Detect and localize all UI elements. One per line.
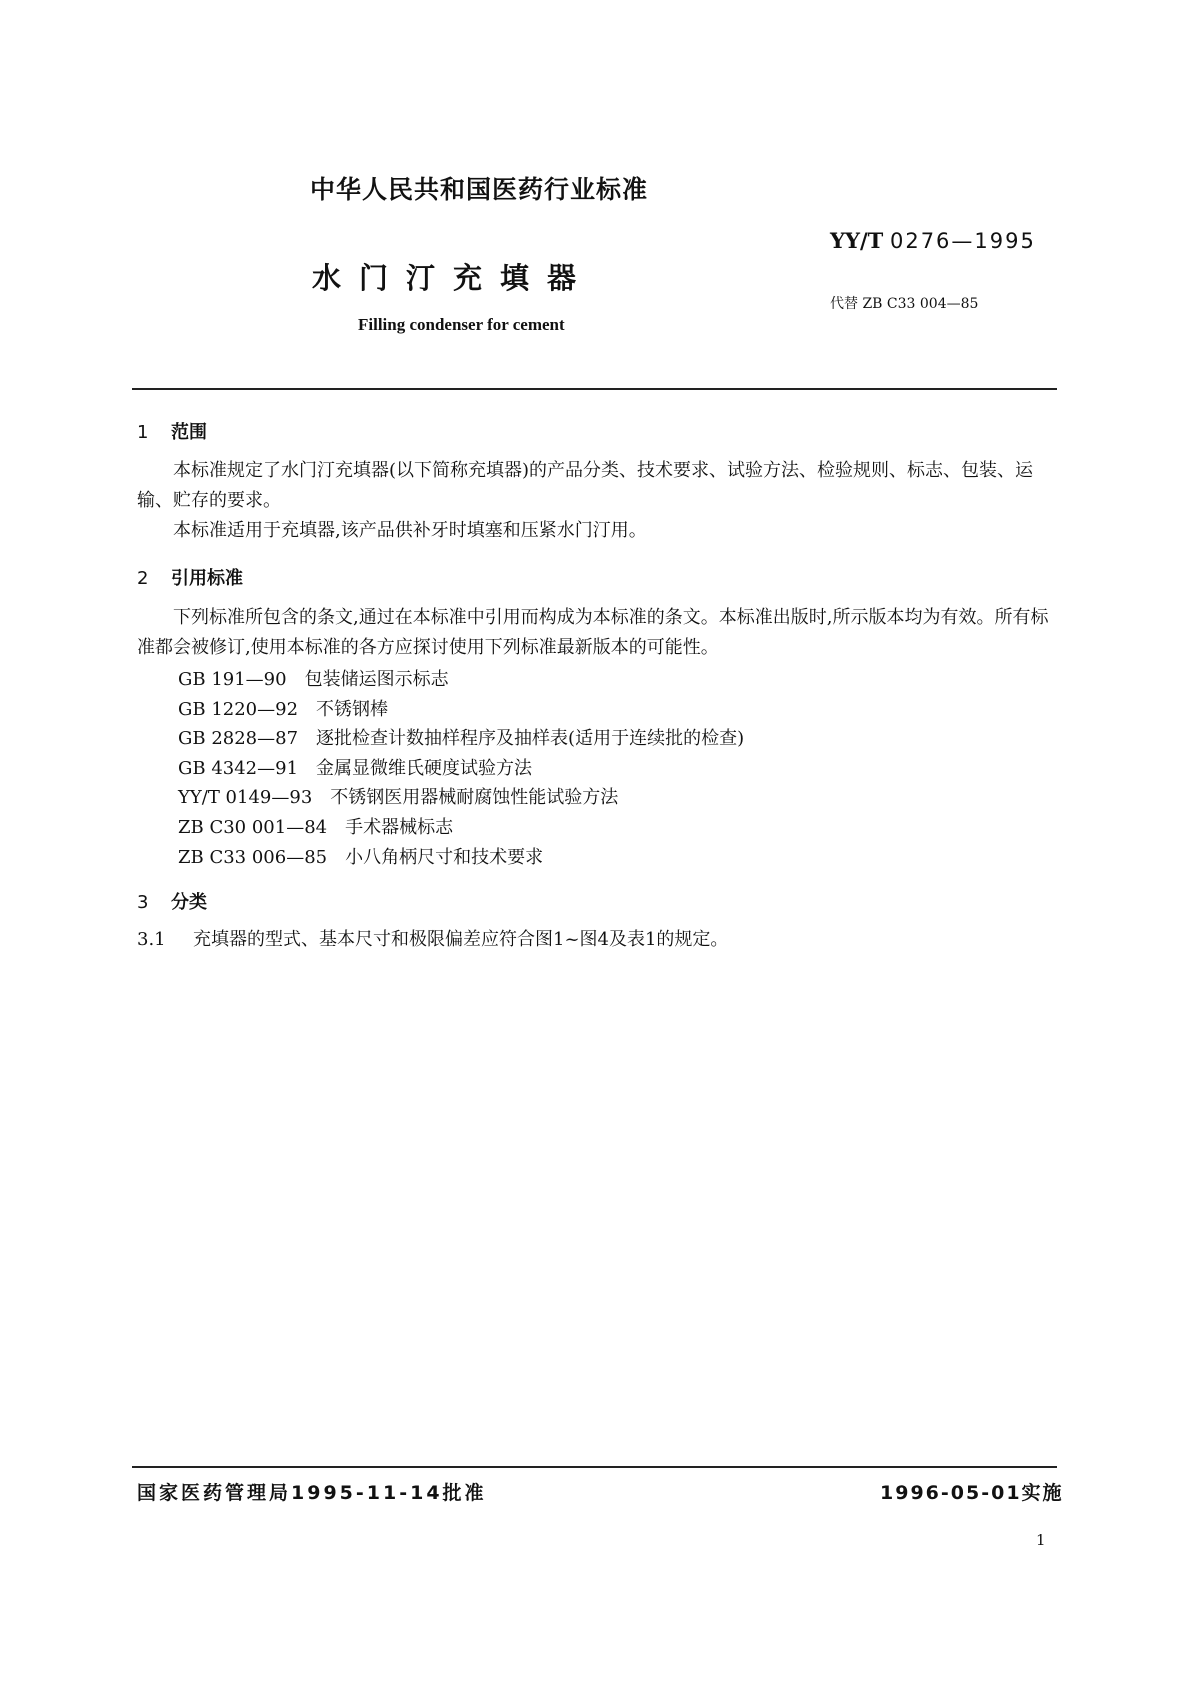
reference-item xyxy=(178,754,532,780)
clause-3-1-number: 3.1 xyxy=(137,929,166,950)
section-1-heading xyxy=(137,418,207,444)
section-1-paragraph-2 xyxy=(137,516,1057,546)
section-2-paragraph-1 xyxy=(137,603,1057,663)
section-1-number: 1 xyxy=(137,422,149,443)
reference-item xyxy=(178,843,543,869)
standard-english-title: Filling condenser for cement xyxy=(358,315,565,334)
standard-code-number: 0276—1995 xyxy=(889,229,1036,253)
reference-code: GB 4342—91 xyxy=(178,758,299,779)
section-1-paragraph-1-text: 本标准规定了水门汀充填器(以下简称充填器)的产品分类、技术要求、试验方法、检验规则、标志、包装、运输、贮存的要求。 xyxy=(137,460,1034,511)
reference-name: 手术器械标志 xyxy=(345,817,454,838)
section-2-number: 2 xyxy=(137,568,149,589)
section-3-title: 分类 xyxy=(171,892,207,913)
reference-item xyxy=(178,783,618,809)
reference-item xyxy=(178,724,744,750)
reference-name: 小八角柄尺寸和技术要求 xyxy=(345,847,544,868)
approval-note: 国家医药管理局1995-11-14批准 xyxy=(137,1482,487,1504)
reference-code: GB 191—90 xyxy=(178,669,287,690)
issuing-org-title: 中华人民共和国医药行业标准 xyxy=(310,175,649,204)
reference-name: 不锈钢棒 xyxy=(316,699,389,720)
clause-3-1 xyxy=(137,925,728,951)
reference-name: 不锈钢医用器械耐腐蚀性能试验方法 xyxy=(330,787,619,808)
effective-date: 1996-05-01实施 xyxy=(880,1482,1064,1504)
reference-code: GB 2828—87 xyxy=(178,728,299,749)
section-3-number: 3 xyxy=(137,892,149,913)
replaces-standard: 代替 ZB C33 004—85 xyxy=(830,296,979,312)
section-1-paragraph-2-text: 本标准适用于充填器,该产品供补牙时填塞和压紧水门汀用。 xyxy=(173,520,647,541)
page-number: 1 xyxy=(1036,1531,1046,1549)
section-2-paragraph-1-text: 下列标准所包含的条文,通过在本标准中引用而构成为本标准的条文。本标准出版时,所示版本均为有效。所有标准都会被修订,使用本标准的各方应探讨使用下列标准最新版本的可能性。 xyxy=(137,607,1049,658)
reference-item xyxy=(178,813,453,839)
reference-code: ZB C30 001—84 xyxy=(178,817,328,838)
standard-code xyxy=(830,228,1036,253)
reference-item xyxy=(178,695,388,721)
header-divider xyxy=(132,388,1057,390)
reference-name: 逐批检查计数抽样程序及抽样表(适用于连续批的检查) xyxy=(316,728,745,749)
section-1-paragraph-1 xyxy=(137,456,1057,516)
section-2-title: 引用标准 xyxy=(171,568,243,589)
section-1-title: 范围 xyxy=(171,422,207,443)
section-3-heading xyxy=(137,888,207,914)
footer-divider xyxy=(132,1466,1057,1468)
clause-3-1-text: 充填器的型式、基本尺寸和极限偏差应符合图1~图4及表1的规定。 xyxy=(193,929,729,950)
standard-code-prefix: YY/T xyxy=(830,228,884,253)
reference-code: ZB C33 006—85 xyxy=(178,847,328,868)
reference-code: YY/T 0149—93 xyxy=(178,787,313,808)
reference-item xyxy=(178,665,449,691)
section-2-heading xyxy=(137,564,243,590)
reference-code: GB 1220—92 xyxy=(178,699,299,720)
reference-name: 包装储运图示标志 xyxy=(304,669,449,690)
standard-title: 水门汀充填器 xyxy=(312,261,595,295)
reference-name: 金属显微维氏硬度试验方法 xyxy=(316,758,533,779)
